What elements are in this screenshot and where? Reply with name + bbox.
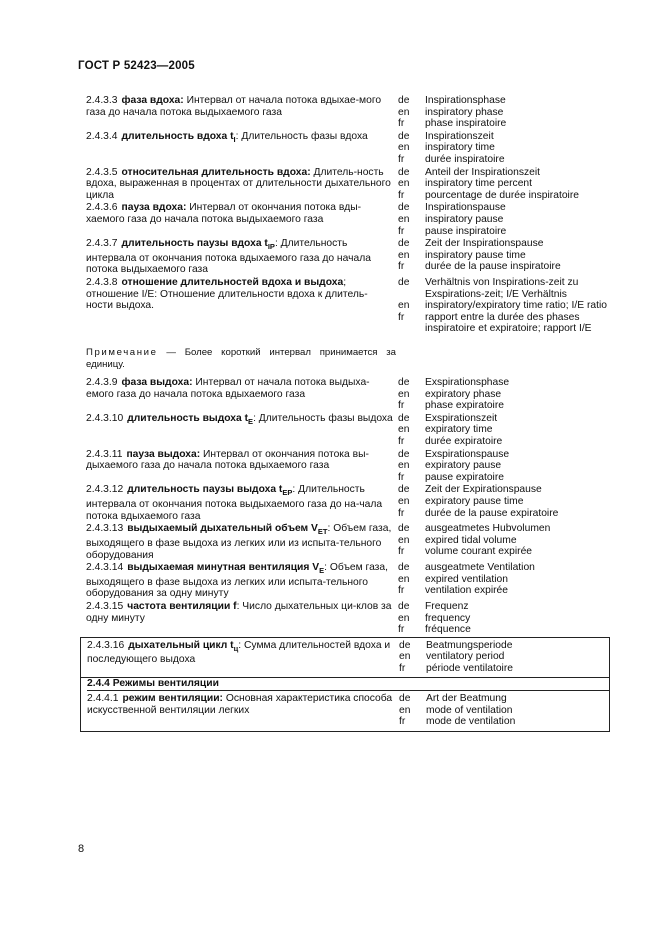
translation-term-de: Zeit der Expirationspause [425, 484, 542, 496]
translation-de [398, 562, 616, 574]
translation-term-fr: fréquence [425, 624, 471, 636]
page-header: ГОСТ Р 52423—2005 [78, 60, 195, 72]
translation-de [398, 95, 616, 107]
term-definition: : Длительность интервала от окончания потока выдыхаемого газа до на-чала потока вдыхаемого газа [86, 484, 383, 522]
lang-code-de: de [399, 693, 411, 705]
term-definition: Основная характеристика способа искусственной вентиляции легких [87, 693, 393, 716]
term-entry [86, 131, 616, 166]
translation-term-fr: rapport entre la durée des phases inspiratoire et expiratoire; rapport I/E [425, 311, 592, 335]
lang-code-en: en [398, 573, 410, 585]
translation-term-en: expiratory time [425, 424, 493, 436]
translation-en [398, 214, 616, 226]
translation-term-en: inspiratory time [425, 142, 495, 154]
term-entry [86, 413, 616, 448]
translation-term-de: Anteil der Inspirationszeit [425, 166, 541, 178]
translation-term-fr: pourcentage de durée inspiratoire [425, 189, 579, 201]
translation-fr [398, 472, 616, 484]
term-name: длительность паузы вдоха t [121, 238, 268, 250]
russian-definition [86, 449, 398, 484]
term-subscript: E [248, 416, 254, 426]
term-number: 2.4.4.1 [87, 693, 119, 705]
translation-term-en: mode of ventilation [426, 704, 513, 716]
lang-code-de: de [398, 412, 410, 424]
term-name: выдыхаемая минутная вентиляция V [127, 562, 320, 574]
translation-fr [398, 226, 616, 238]
translation-fr [398, 436, 616, 448]
section-heading: 2.4.4 Режимы вентиляции [87, 678, 609, 692]
note [86, 347, 396, 370]
lang-code-en: en [399, 651, 411, 663]
term-definition: : Объем газа, выходящего в фазе выдоха из легких или испыта-тельного оборудования за одну минуту [86, 562, 388, 600]
translation-term-en: expired ventilation [425, 573, 508, 585]
translation-term-fr: durée de la pause expiratoire [425, 507, 559, 519]
lang-code-de: de [398, 523, 410, 535]
russian-definition [87, 693, 399, 728]
translation-term-fr: pause inspiratoire [425, 225, 507, 237]
translation-term-fr: pause expiratoire [425, 471, 504, 483]
translation-term-en: inspiratory/expiratory time ratio; I/E ratio [425, 300, 607, 312]
lang-code-fr: fr [399, 662, 406, 674]
term-name: длительность выдоха t [127, 412, 249, 424]
lang-code-en: en [399, 704, 411, 716]
term-name: дыхательный цикл t [128, 639, 234, 651]
lang-code-en: en [398, 178, 410, 190]
term-definition: Интервал от окончания потока вы-дыхаемого газа до начала потока вдыхаемого газа [86, 448, 369, 472]
lang-code-en: en [398, 300, 410, 312]
term-subscript: IP [267, 242, 275, 252]
translation-de [398, 202, 616, 214]
translations [398, 238, 616, 276]
term-name: относительная длительность вдоха: [121, 166, 311, 178]
translation-term-fr: phase expiratoire [425, 400, 504, 412]
lang-code-de: de [399, 639, 411, 651]
lang-code-de: de [398, 95, 410, 106]
translation-term-de: Beatmungsperiode [426, 639, 513, 651]
translations [398, 601, 616, 636]
term-number: 2.4.3.5 [86, 166, 118, 178]
translations [398, 131, 616, 166]
lang-code-fr: fr [398, 436, 405, 448]
translation-term-de: ausgeatmete Ventilation [425, 562, 535, 574]
term-entry [86, 202, 616, 237]
term-number: 2.4.3.12 [86, 484, 124, 496]
section-box [80, 677, 610, 732]
translation-fr [398, 261, 616, 273]
term-definition: : Объем газа, выходящего в фазе выдоха из легких или из испыта-тельного оборудования [86, 523, 392, 561]
lang-code-fr: fr [398, 546, 405, 558]
lang-code-fr: fr [398, 153, 405, 165]
term-entry [87, 640, 609, 675]
lang-code-de: de [398, 600, 410, 612]
translation-de [398, 449, 616, 461]
translation-term-de: Zeit der Inspirationspause [425, 238, 544, 250]
translations [398, 95, 616, 130]
translations [398, 484, 616, 522]
term-entry [87, 693, 609, 728]
translation-term-en: inspiratory time percent [425, 178, 533, 190]
translation-en [398, 613, 616, 625]
term-definition: : Число дыхательных ци-клов за одну минуту [86, 600, 392, 624]
lang-code-de: de [398, 562, 410, 574]
translation-fr [398, 118, 616, 130]
term-name: отношение длительностей вдоха и выдоха [121, 276, 344, 288]
translation-en [398, 535, 616, 547]
lang-code-de: de [398, 130, 410, 142]
translation-term-de: Art der Beatmung [426, 693, 507, 705]
term-number: 2.4.3.15 [86, 600, 124, 612]
term-number: 2.4.3.3 [86, 95, 118, 106]
lang-code-en: en [398, 142, 410, 154]
term-definition: : Длительность интервала от окончания потока вдыхаемого газа до начала потока выдыхаемого газа [86, 238, 371, 276]
translations [398, 562, 616, 600]
boxed-entry [80, 637, 610, 678]
translations [398, 449, 616, 484]
russian-definition [86, 377, 398, 412]
term-name: режим вентиляции: [122, 693, 223, 705]
term-entry [86, 95, 616, 130]
lang-code-fr: fr [398, 471, 405, 483]
lang-code-de: de [398, 484, 410, 496]
translations [398, 167, 616, 202]
term-subscript: I [233, 134, 236, 144]
translation-de [398, 238, 616, 250]
lang-code-fr: fr [399, 716, 406, 728]
translation-de [398, 277, 616, 300]
translation-fr [398, 190, 616, 202]
translation-term-en: inspiratory phase [425, 106, 504, 118]
lang-code-fr: fr [398, 400, 405, 412]
term-name: выдыхаемый дыхательный объем V [127, 523, 318, 535]
lang-code-de: de [398, 377, 410, 389]
term-entry [86, 484, 616, 522]
translations [398, 523, 616, 561]
translation-fr [398, 312, 616, 335]
russian-definition [86, 95, 398, 130]
translation-term-de: Exspirationspause [425, 448, 510, 460]
translations [398, 413, 616, 448]
term-number: 2.4.3.6 [86, 202, 118, 214]
term-entry [86, 238, 616, 276]
translation-term-fr: volume courant expirée [425, 546, 533, 558]
translation-en [399, 651, 609, 663]
translation-en [398, 300, 616, 312]
term-name: фаза вдоха: [121, 95, 184, 106]
lang-code-fr: fr [398, 585, 405, 597]
term-number: 2.4.3.13 [86, 523, 124, 535]
russian-definition [86, 202, 398, 237]
translation-term-en: frequency [425, 612, 471, 624]
translation-de [398, 484, 616, 496]
term-number: 2.4.3.10 [86, 412, 124, 424]
lang-code-de: de [398, 448, 410, 460]
translation-en [398, 250, 616, 262]
term-definition: ; отношение I/E: Отношение длительности вдоха к длитель-ности выдоха. [86, 276, 368, 312]
russian-definition [87, 640, 399, 675]
russian-definition [86, 277, 398, 335]
translation-term-en: inspiratory pause time [425, 249, 526, 261]
translation-de [399, 640, 609, 652]
translation-term-de: Inspirationszeit [425, 130, 494, 142]
term-subscript: ET [317, 527, 328, 537]
term-definition: Длитель-ность вдоха, выраженная в процентах от длительности дыхательного цикла [86, 166, 391, 201]
translation-term-fr: phase inspiratoire [425, 118, 507, 130]
lang-code-de: de [398, 166, 410, 178]
term-number: 2.4.3.11 [86, 448, 123, 460]
lang-code-en: en [398, 424, 410, 436]
translation-term-de: Exspirationsphase [425, 377, 510, 389]
translation-term-fr: période ventilatoire [426, 662, 514, 674]
lang-code-fr: fr [398, 311, 405, 323]
term-subscript: E [319, 566, 325, 576]
term-number: 2.4.3.9 [86, 377, 118, 389]
translation-de [398, 167, 616, 179]
translations [398, 202, 616, 237]
lang-code-en: en [398, 460, 410, 472]
lang-code-fr: fr [398, 261, 405, 273]
translation-term-en: ventilatory period [426, 651, 505, 663]
term-definition: : Длительность фазы вдоха [235, 130, 368, 142]
russian-definition [86, 562, 398, 600]
translation-de [398, 131, 616, 143]
translation-term-de: Exspirationszeit [425, 412, 498, 424]
lang-code-fr: fr [398, 118, 405, 130]
russian-definition [86, 167, 398, 202]
term-number: 2.4.3.8 [86, 276, 118, 288]
term-entry [86, 562, 616, 600]
lang-code-en: en [398, 249, 410, 261]
translation-term-fr: durée expiratoire [425, 436, 503, 448]
russian-definition [86, 131, 398, 166]
term-number: 2.4.3.4 [86, 130, 118, 142]
term-definition: Интервал от начала потока вдыхае-мого газа до начала потока выдыхаемого газа [86, 95, 382, 118]
translations [398, 277, 616, 335]
term-definition: Интервал от начала потока выдыха-емого газа до начала потока вдыхаемого газа [86, 377, 370, 400]
translation-fr [398, 400, 616, 412]
translation-term-fr: mode de ventilation [426, 716, 516, 728]
translation-en [398, 496, 616, 508]
term-name: пауза выдоха: [126, 448, 201, 460]
translation-en [398, 389, 616, 401]
russian-definition [86, 484, 398, 522]
lang-code-de: de [398, 238, 410, 250]
lang-code-fr: fr [398, 189, 405, 201]
term-number: 2.4.3.7 [86, 238, 118, 250]
translation-term-en: expiratory pause [425, 460, 502, 472]
translation-term-fr: durée de la pause inspiratoire [425, 261, 561, 273]
translation-term-de: Frequenz [425, 600, 469, 612]
translation-de [398, 413, 616, 425]
translation-term-en: expired tidal volume [425, 534, 517, 546]
translation-term-de: Inspirationsphase [425, 95, 506, 106]
translation-de [398, 601, 616, 613]
translation-term-de: Inspirationspause [425, 202, 506, 214]
lang-code-en: en [398, 534, 410, 546]
term-name: пауза вдоха: [121, 202, 187, 214]
translation-term-en: expiratory phase [425, 388, 502, 400]
translation-term-de: ausgeatmetes Hubvolumen [425, 523, 551, 535]
translation-term-en: inspiratory pause [425, 213, 504, 225]
russian-definition [86, 413, 398, 448]
term-subscript: ц [233, 643, 239, 653]
translation-term-fr: durée inspiratoire [425, 153, 505, 165]
translation-fr [398, 508, 616, 520]
translation-en [398, 107, 616, 119]
lang-code-en: en [398, 388, 410, 400]
translation-fr [398, 154, 616, 166]
term-entry [86, 167, 616, 202]
translation-en [398, 460, 616, 472]
translation-fr [398, 585, 616, 597]
translation-en [398, 424, 616, 436]
term-number: 2.4.3.16 [87, 639, 125, 651]
term-number: 2.4.3.14 [86, 562, 124, 574]
lang-code-en: en [398, 612, 410, 624]
term-entry [86, 601, 616, 636]
translation-term-fr: ventilation expirée [425, 585, 508, 597]
term-definition: Интервал от окончания потока вды-хаемого газа до начала потока выдыхаемого газа [86, 202, 362, 225]
lang-code-fr: fr [398, 507, 405, 519]
term-definition: : Сумма длительностей вдоха и последующего выдоха [87, 639, 391, 666]
translation-fr [398, 624, 616, 636]
translation-fr [398, 546, 616, 558]
term-subscript: EP [282, 488, 293, 498]
russian-definition [86, 601, 398, 636]
lang-code-fr: fr [398, 624, 405, 636]
russian-definition [86, 238, 398, 276]
translations [399, 693, 609, 728]
russian-definition [86, 523, 398, 561]
translation-term-de: Verhältnis von Inspirations-zeit zu Exspirations-zeit; I/E Verhältnis [425, 276, 579, 300]
term-name: длительность вдоха t [121, 130, 234, 142]
term-entry [86, 277, 616, 335]
term-name: частота вентиляции f [127, 600, 237, 612]
translation-en [398, 142, 616, 154]
translation-en [398, 574, 616, 586]
page-number: 8 [78, 843, 85, 855]
lang-code-de: de [398, 276, 410, 288]
translation-en [398, 178, 616, 190]
translation-fr [399, 663, 609, 675]
term-name: фаза выдоха: [121, 377, 193, 389]
translation-fr [399, 716, 609, 728]
note-text: — Более короткий интервал принимается за единицу. [86, 346, 396, 370]
translations [399, 640, 609, 675]
lang-code-en: en [398, 496, 410, 508]
term-entry [86, 449, 616, 484]
translation-term-en: expiratory pause time [425, 496, 524, 508]
lang-code-de: de [398, 202, 410, 214]
terms-list [86, 95, 616, 732]
term-name: длительность паузы выдоха t [127, 484, 283, 496]
translation-de [398, 523, 616, 535]
note-label: Примечание [86, 346, 158, 358]
translation-de [398, 377, 616, 389]
translation-en [399, 705, 609, 717]
lang-code-en: en [398, 213, 410, 225]
term-entry [86, 377, 616, 412]
term-definition: : Длительность фазы выдоха [253, 412, 393, 424]
translation-de [399, 693, 609, 705]
lang-code-fr: fr [398, 225, 405, 237]
term-entry [86, 523, 616, 561]
translations [398, 377, 616, 412]
lang-code-en: en [398, 106, 410, 118]
